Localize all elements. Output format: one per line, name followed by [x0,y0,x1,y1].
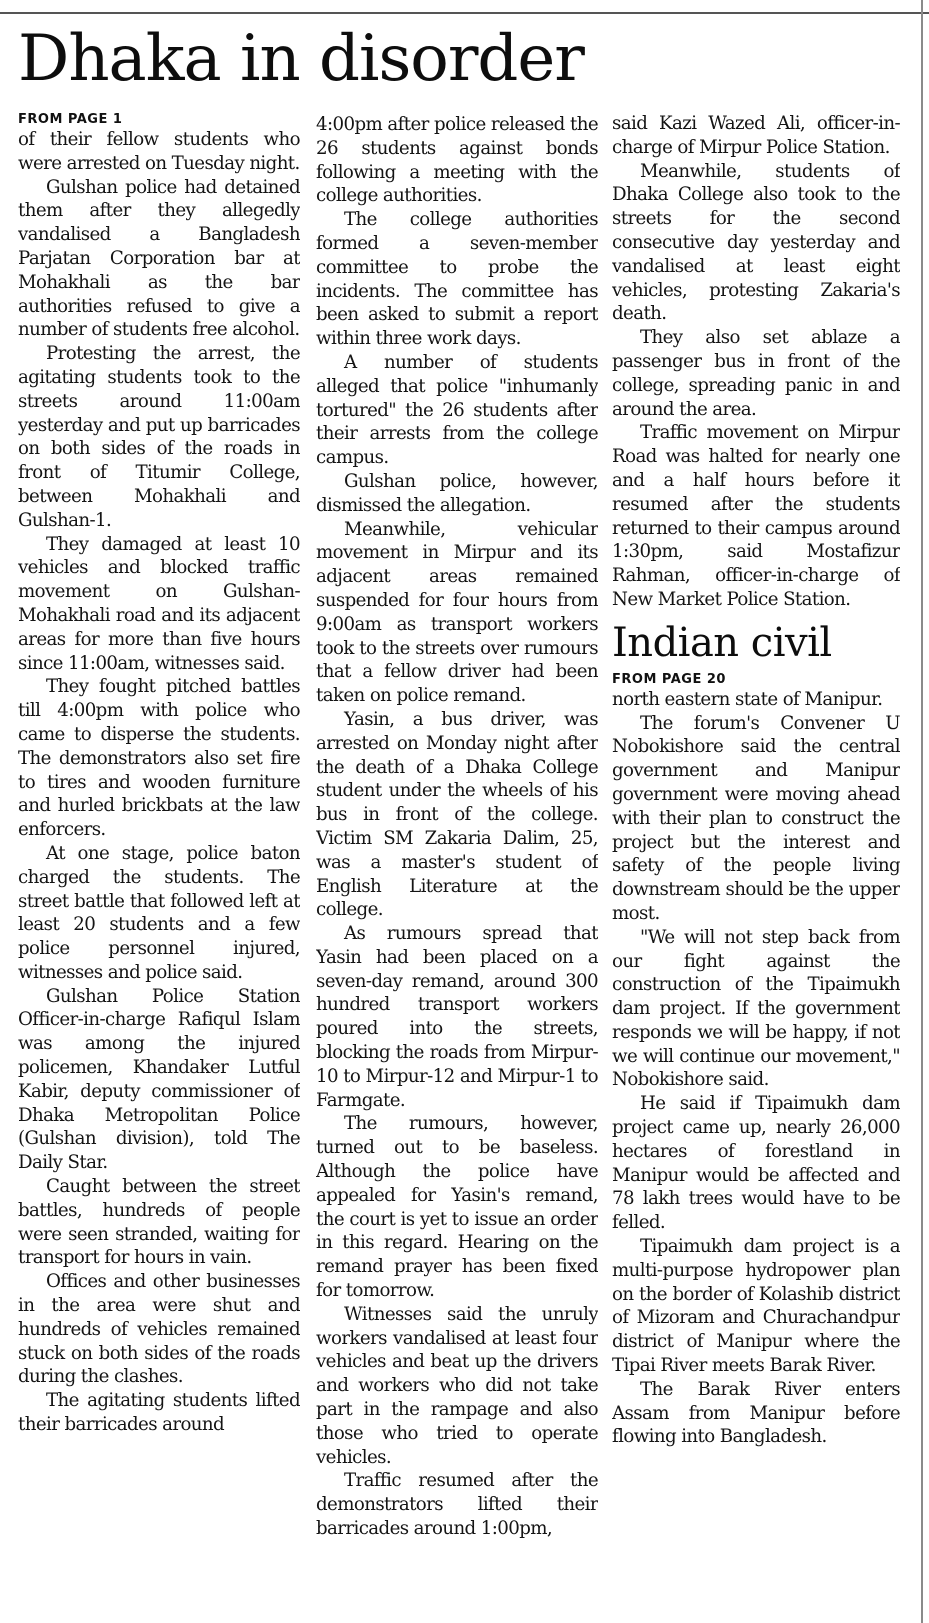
paragraph: Meanwhile, students of Dhaka College also took to the streets for the second consecutive day yesterday and vandalised at least eight vehicles, protesting Zakaria's death. [612,160,900,325]
paragraph: He said if Tipaimukh dam project came up, nearly 26,000 hectares of forestland in Manipur would be affected and 78 lakh trees would have to be felled. [612,1093,900,1234]
paragraph: Tipaimukh dam project is a multi-purpose hydropower plan on the border of Kolashib district of Mizoram and Churachandpur district of Manipur where the Tipai River meets Barak River. [612,1236,900,1377]
paragraph: said Kazi Wazed Ali, officer-in-charge of Mirpur Police Station. [612,113,900,158]
paragraph: 4:00pm after police released the 26 students against bonds following a meeting with the college authorities. [316,114,598,207]
paragraph: north eastern state of Manipur. [612,688,883,710]
subheadline: Indian civil [612,619,832,666]
paragraph: "We will not step back from our fight against the construction of the Tipaimukh dam project. If the government responds we will be happy, if not we will continue our movement," Nobokishore said. [612,926,900,1091]
paragraph: Gulshan police had detained them after they allegedly vandalised a Bangladesh Parjatan Corporation bar at Mohakhali as the bar authorities refused to give a number of students free alcohol. [18,176,300,341]
paragraph: A number of students alleged that police "inhumanly tortured" the 26 students after their arrests from the college campus. [316,351,598,469]
paragraph: Meanwhile, vehicular movement in Mirpur and its adjacent areas remained suspended for four hours from 9:00am as transport workers took to the streets over rumours that a fellow driver had been taken on police remand. [316,518,598,707]
paragraph: As rumours spread that Yasin had been placed on a seven-day remand, around 300 hundred transport workers poured into the streets, blocking the roads from Mirpur-10 to Mirpur-12 and Mirpur-1 to Farmgate. [316,923,598,1111]
paragraph: Traffic movement on Mirpur Road was halted for nearly one and a half hours before it resumed after the students returned to their campus around 1:30pm, said Mostafizur Rahman, officer-in-charge of New Market Police Station. [612,422,900,610]
paragraph: They fought pitched battles till 4:00pm with police who came to disperse the students. The demonstrators also set fire to tires and wooden furniture and hurled brickbats at the law enforcers. [18,676,300,841]
paragraph: They also set ablaze a passenger bus in front of the college, spreading panic in and around the area. [612,327,900,420]
paragraph: The Barak River enters Assam from Manipur before flowing into Bangladesh. [612,1378,900,1448]
paragraph: Witnesses said the unruly workers vandalised at least four vehicles and beat up the drivers and workers who did not take part in the rampage and also those who tried to operate vehicles. [316,1303,598,1468]
paragraph: The agitating students lifted their barricades around [18,1390,300,1436]
headline: Dhaka in disorder [18,22,584,96]
column-2 [316,113,598,1618]
kicker-from-page-1: FROM PAGE 1 [18,112,123,127]
paragraph: They damaged at least 10 vehicles and blocked traffic movement on Gulshan-Mohakhali road and its adjacent areas for more than five hours since 11:00am, witnesses said. [18,533,300,674]
paragraph: At one stage, police baton charged the students. The street battle that followed left at least 20 students and a few police personnel injured, witnesses and police said. [18,842,300,983]
top-rule [0,0,929,14]
paragraph: Caught between the street battles, hundreds of people were seen stranded, waiting for transport for hours in vain. [18,1176,300,1269]
kicker-from-page-20: FROM PAGE 20 [612,671,726,687]
paragraph: Traffic resumed after the demonstrators lifted their barricades around 1:00pm, [316,1470,598,1540]
paragraph: Offices and other businesses in the area were shut and hundreds of vehicles remained stuck on both sides of the roads during the clashes. [18,1271,300,1388]
paragraph: The rumours, however, turned out to be baseless. Although the police have appealed for Yasin's remand, the court is yet to issue an order in this regard. Hearing on the remand prayer has been fixed for tomorrow. [316,1113,598,1302]
column-3 [612,112,900,1617]
column-1 [18,112,300,1617]
column-rule [921,0,923,1623]
paragraph: of their fellow students who were arrested on Tuesday night. [18,129,300,174]
paragraph: The forum's Convener U Nobokishore said the central government and Manipur government were moving ahead with their plan to construct the project but the interest and safety of the people living downstream should be the upper most. [612,712,900,924]
paragraph: Gulshan Police Station Officer-in-charge Rafiqul Islam was among the injured policemen, Khandaker Lutful Kabir, deputy commissioner of Dhaka Metropolitan Police (Gulshan division), told The Daily Star. [18,985,300,1174]
paragraph: Yasin, a bus driver, was arrested on Monday night after the death of a Dhaka College student under the wheels of his bus in front of the college. Victim SM Zakaria Dalim, 25, was a master's student of English Literature at the college. [316,708,598,921]
paragraph: The college authorities formed a seven-member committee to probe the incidents. The committee has been asked to submit a report within three work days. [316,209,598,350]
paragraph: Gulshan police, however, dismissed the allegation. [316,470,598,516]
paragraph: Protesting the arrest, the agitating students took to the streets around 11:00am yesterday and put up barricades on both sides of the roads in front of Titumir College, between Mohakhali and Gulshan-1. [18,343,300,531]
